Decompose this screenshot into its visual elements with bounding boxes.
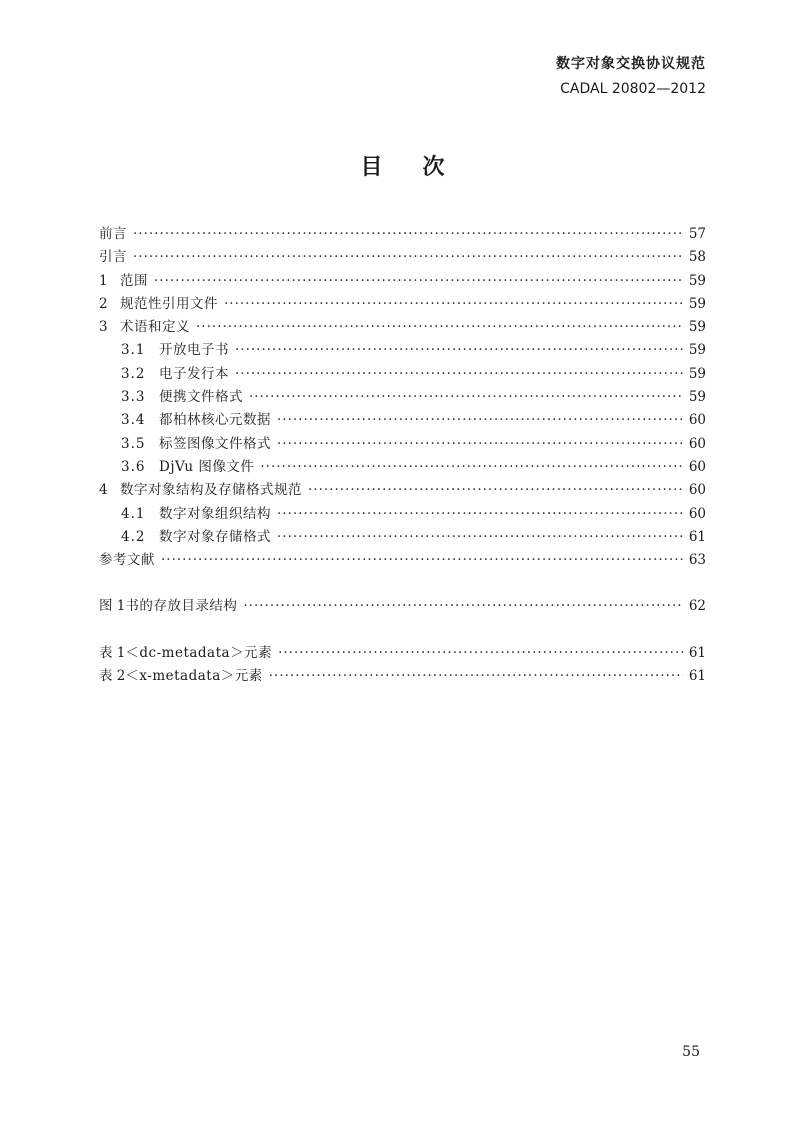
toc-entry[interactable] bbox=[99, 664, 706, 687]
dot-leader bbox=[224, 296, 683, 312]
toc-entry[interactable] bbox=[99, 292, 706, 315]
dot-leader bbox=[260, 459, 682, 475]
toc-entry[interactable] bbox=[99, 385, 706, 408]
section-gap bbox=[99, 618, 706, 641]
toc-main-section bbox=[99, 222, 706, 571]
toc-entry-label: 开放电子书 bbox=[159, 342, 229, 359]
toc-entry-number: 表 1 bbox=[99, 644, 126, 661]
toc-entry-label: DjVu 图像文件 bbox=[159, 458, 255, 475]
toc-entry-number: 3.5 bbox=[121, 435, 146, 452]
toc-entry-page: 59 bbox=[688, 342, 706, 359]
toc-entry-page: 59 bbox=[688, 272, 706, 289]
toc-entry-page: 59 bbox=[688, 365, 706, 382]
dot-leader bbox=[269, 668, 683, 684]
toc-entry-page: 60 bbox=[688, 482, 706, 499]
toc-entry-page: 61 bbox=[688, 644, 706, 661]
toc-entry-label: 标签图像文件格式 bbox=[159, 435, 271, 452]
toc-tables-section bbox=[99, 641, 706, 688]
toc-entry[interactable] bbox=[99, 455, 706, 478]
toc-entry-number: 3.4 bbox=[121, 412, 146, 429]
toc-entry-label: 参考文献 bbox=[99, 552, 155, 569]
dot-leader bbox=[235, 366, 683, 382]
toc-entry-number: 3.2 bbox=[121, 365, 146, 382]
table-of-contents bbox=[99, 222, 706, 687]
toc-entry[interactable] bbox=[99, 315, 706, 338]
toc-entry[interactable] bbox=[99, 362, 706, 385]
toc-entry-label: 数字对象结构及存储格式规范 bbox=[120, 482, 302, 499]
toc-entry[interactable] bbox=[99, 548, 706, 571]
toc-entry-label: 书的存放目录结构 bbox=[125, 598, 238, 615]
toc-entry-page: 60 bbox=[688, 435, 706, 452]
toc-entry-number: 表 2 bbox=[99, 668, 126, 685]
toc-entry-label: 规范性引用文件 bbox=[120, 295, 218, 312]
toc-entry-label: 术语和定义 bbox=[120, 319, 190, 336]
dot-leader bbox=[154, 273, 683, 289]
toc-entry-number: 3.3 bbox=[121, 389, 146, 406]
toc-entry-page: 59 bbox=[688, 319, 706, 336]
dot-leader bbox=[133, 226, 683, 242]
dot-leader bbox=[277, 506, 683, 522]
toc-figures-section bbox=[99, 594, 706, 617]
toc-entry[interactable] bbox=[99, 478, 706, 501]
standard-code: CADAL 20802—2012 bbox=[560, 81, 706, 97]
toc-entry[interactable] bbox=[99, 525, 706, 548]
toc-entry-number: 1 bbox=[99, 272, 108, 289]
toc-entry-page: 58 bbox=[688, 249, 706, 266]
page-number: 55 bbox=[682, 1044, 700, 1060]
toc-entry-number: 4.2 bbox=[121, 528, 146, 545]
toc-entry[interactable] bbox=[99, 222, 706, 245]
dot-leader bbox=[277, 436, 683, 452]
toc-entry-page: 57 bbox=[688, 226, 706, 242]
section-gap bbox=[99, 571, 706, 594]
toc-entry-page: 60 bbox=[688, 412, 706, 429]
toc-entry[interactable] bbox=[99, 245, 706, 268]
dot-leader bbox=[235, 342, 683, 358]
toc-entry[interactable] bbox=[99, 408, 706, 431]
toc-entry-label: ＜x-metadata＞元素 bbox=[125, 668, 263, 685]
dot-leader bbox=[277, 412, 683, 428]
toc-entry-page: 59 bbox=[688, 295, 706, 312]
toc-entry[interactable] bbox=[99, 432, 706, 455]
toc-entry-number: 4.1 bbox=[121, 505, 146, 522]
toc-entry-page: 59 bbox=[688, 389, 706, 406]
toc-entry-label: 前言 bbox=[99, 226, 127, 242]
toc-entry-label: 都柏林核心元数据 bbox=[159, 412, 271, 429]
toc-entry-page: 63 bbox=[688, 552, 706, 569]
toc-entry[interactable] bbox=[99, 338, 706, 361]
toc-entry[interactable] bbox=[99, 594, 706, 617]
toc-entry-page: 60 bbox=[688, 505, 706, 522]
toc-entry-page: 61 bbox=[688, 528, 706, 545]
toc-entry-page: 62 bbox=[688, 598, 706, 615]
dot-leader bbox=[196, 319, 683, 335]
toc-entry-number: 3.6 bbox=[121, 458, 146, 475]
toc-entry-number: 2 bbox=[99, 295, 108, 312]
toc-entry[interactable] bbox=[99, 641, 706, 664]
toc-entry[interactable] bbox=[99, 269, 706, 292]
dot-leader bbox=[161, 552, 683, 568]
toc-entry-number: 4 bbox=[99, 482, 108, 499]
dot-leader bbox=[243, 598, 682, 614]
dot-leader bbox=[278, 645, 683, 661]
toc-entry-label: 数字对象组织结构 bbox=[159, 505, 271, 522]
dot-leader bbox=[308, 482, 683, 498]
toc-entry-label: 数字对象存储格式 bbox=[159, 528, 271, 545]
dot-leader bbox=[249, 389, 683, 405]
toc-entry-page: 61 bbox=[688, 668, 706, 685]
dot-leader bbox=[277, 529, 683, 545]
document-header bbox=[556, 52, 706, 102]
page-title: 目次 bbox=[360, 155, 485, 180]
standard-title: 数字对象交换协议规范 bbox=[556, 56, 706, 72]
toc-entry[interactable] bbox=[99, 502, 706, 525]
toc-entry-number: 3.1 bbox=[121, 342, 146, 359]
dot-leader bbox=[133, 249, 683, 265]
toc-entry-label: 引言 bbox=[99, 249, 127, 266]
toc-entry-label: 范围 bbox=[120, 272, 148, 289]
toc-entry-number: 图 1 bbox=[99, 598, 126, 615]
toc-entry-page: 60 bbox=[688, 458, 706, 475]
toc-entry-label: 电子发行本 bbox=[159, 365, 229, 382]
toc-entry-label: ＜dc-metadata＞元素 bbox=[125, 644, 273, 661]
toc-entry-label: 便携文件格式 bbox=[159, 389, 243, 406]
toc-entry-number: 3 bbox=[99, 319, 108, 336]
